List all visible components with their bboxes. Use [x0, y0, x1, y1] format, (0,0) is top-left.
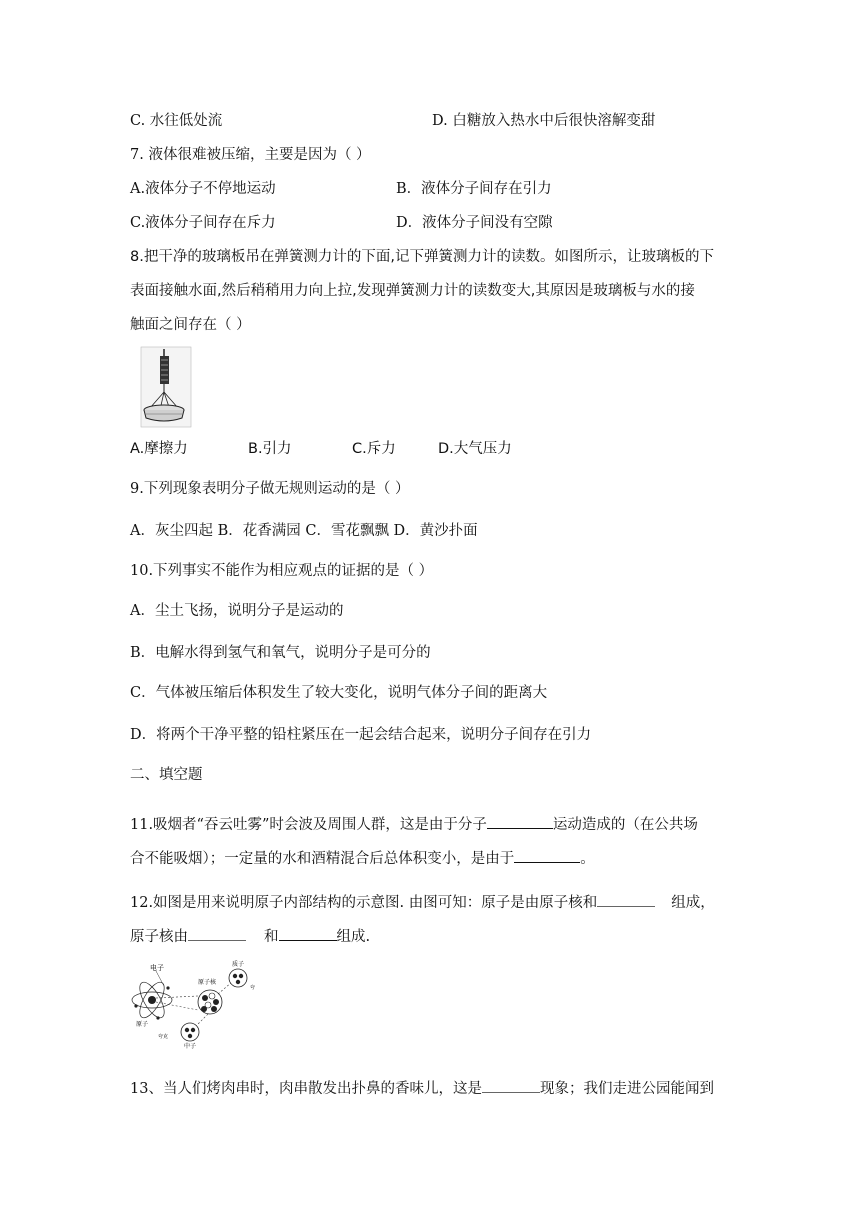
q13-blank-1[interactable] — [482, 1076, 540, 1093]
q10-option-b: B．电解水得到氢气和氧气，说明分子是可分的 — [130, 645, 431, 661]
label-nucleus: 原子核 — [198, 979, 217, 986]
q10-option-a: A．尘土飞扬，说明分子是运动的 — [130, 603, 344, 619]
q10-option-c: C．气体被压缩后体积发生了较大变化，说明气体分子间的距离大 — [130, 685, 548, 701]
q7-option-b: B．液体分子间存在引力 — [396, 181, 552, 197]
q7-option-c: C.液体分子间存在斥力 — [130, 215, 276, 231]
q12-text-2a: 原子核由 — [130, 929, 188, 945]
q12-blank-1[interactable] — [597, 890, 655, 907]
q11-line-2 — [130, 846, 595, 870]
q6-option-d: D. 白糖放入热水中后很快溶解变甜 — [432, 113, 656, 129]
q7-option-a: A.液体分子不停地运动 — [130, 181, 276, 197]
q12-blank-2[interactable] — [188, 924, 246, 941]
q9-options: A．灰尘四起 B．花香满园 C．雪花飘飘 D．黄沙扑面 — [130, 523, 478, 539]
q8-line-2: 表面接触水面,然后稍稍用力向上拉,发现弹簧测力计的读数变大,其原因是玻璃板与水的接 — [130, 283, 695, 299]
label-quark-1: 夸 — [250, 985, 256, 991]
q9-stem: 9.下列现象表明分子做无规则运动的是（ ） — [130, 481, 410, 497]
label-electron: 电子 — [150, 964, 164, 972]
q11-text-2b: 。 — [580, 851, 595, 867]
q12-blank-3[interactable] — [279, 924, 337, 941]
q13-text-1b: 现象；我们走进公园能闻到 — [539, 1081, 714, 1097]
q11-text-2a: 合不能吸烟）；一定量的水和酒精混合后总体积变小，是由于 — [130, 851, 515, 867]
q8-option-d: D.大气压力 — [438, 441, 512, 457]
q12-text-2b: 和 — [264, 929, 279, 945]
q10-option-d: D．将两个干净平整的铅柱紧压在一起会结合起来，说明分子间存在引力 — [130, 727, 592, 743]
spring-scale-glass-plate-figure — [140, 346, 192, 428]
q8-option-b: B.引力 — [248, 441, 292, 457]
q12-line-2 — [130, 924, 370, 948]
section-title-fill-in: 二、填空题 — [130, 767, 203, 783]
atom-structure-figure — [128, 958, 262, 1050]
proton-icon — [229, 969, 247, 987]
q12-text-2c: 组成. — [336, 929, 371, 945]
q8-line-3: 触面之间存在（ ） — [130, 317, 251, 333]
q6-option-c: C. 水往低处流 — [130, 113, 223, 129]
q8-line-1: 8.把干净的玻璃板吊在弹簧测力计的下面,记下弹簧测力计的读数。如图所示，让玻璃板的下 — [130, 249, 714, 265]
label-proton: 质子 — [232, 961, 245, 968]
q7-option-d: D．液体分子间没有空隙 — [396, 215, 553, 231]
label-quark-2: 夸克 — [158, 1034, 169, 1040]
label-neutron: 中子 — [184, 1043, 197, 1050]
q12-text-1b: 组成， — [671, 895, 715, 911]
label-atom: 原子 — [136, 1021, 149, 1028]
q8-option-a: A.摩擦力 — [130, 441, 188, 457]
q8-option-c: C.斥力 — [352, 441, 396, 457]
q11-text-1a: 11.吸烟者“吞云吐雾”时会波及周围人群，这是由于分子 — [130, 817, 487, 833]
atom-orbit-icon — [132, 979, 172, 1022]
q11-blank-1[interactable] — [487, 812, 553, 829]
q13-text-1a: 13、当人们烤肉串时，肉串散发出扑鼻的香味儿，这是 — [130, 1081, 482, 1097]
neutron-icon — [181, 1023, 199, 1041]
q12-line-1 — [130, 890, 715, 914]
q12-text-1a: 12.如图是用来说明原子内部结构的示意图. 由图可知：原子是由原子核和 — [130, 895, 598, 911]
q11-blank-2[interactable] — [514, 846, 580, 863]
q11-text-1b: 运动造成的（在公共场 — [552, 817, 698, 833]
q7-stem: 7. 液体很难被压缩，主要是因为（ ） — [130, 147, 371, 163]
q11-line-1 — [130, 812, 698, 836]
q13-line-1 — [130, 1076, 714, 1100]
q10-stem: 10.下列事实不能作为相应观点的证据的是（ ） — [130, 563, 434, 579]
